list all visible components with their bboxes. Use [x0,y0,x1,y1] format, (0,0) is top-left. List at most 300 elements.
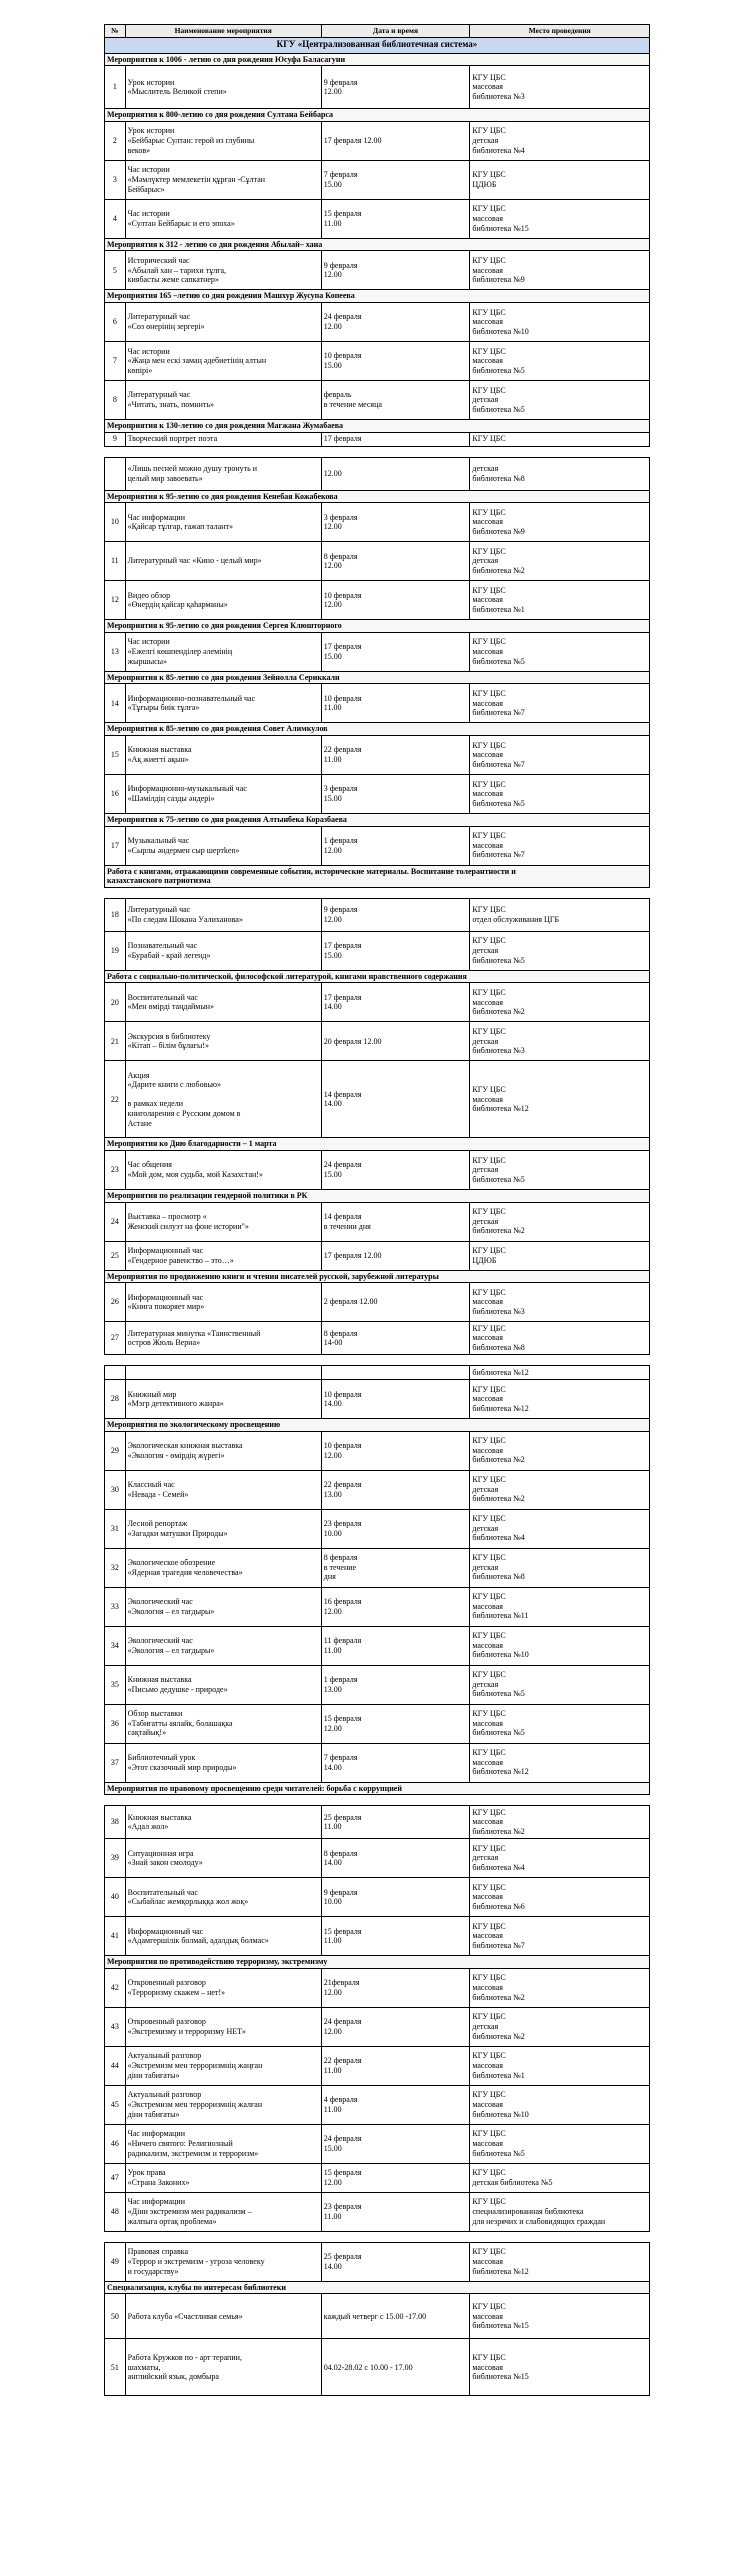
row-number: 46 [105,2124,126,2163]
gap-cell [105,446,650,457]
event-name: Книжный мир «Мэгр детективного жанра» [125,1380,321,1419]
event-place: КГУ ЦБС массовая библиотека №9 [470,251,650,290]
event-name: Работа клуба «Счастливая семья» [125,2294,321,2339]
event-name: Исторический час «Абылай хан – тарихи тұлға, киябасты жеме сапкатнер» [125,251,321,290]
event-date: 17 февраля 12.00 [321,121,470,160]
event-place: КГУ ЦБС массовая библиотека №6 [470,1878,650,1917]
event-name: Ситуационная игра «Знай закон смолоду» [125,1839,321,1878]
event-name: Откровенный разговор «Экстремизму и терроризму НЕТ» [125,2007,321,2046]
event-place: КГУ ЦБС детская библиотека №4 [470,1839,650,1878]
section-row [105,53,650,66]
event-place: КГУ ЦБС массовая библиотека №7 [470,1917,650,1956]
section-row [105,813,650,826]
page-break-gap [105,1795,650,1806]
event-place: КГУ ЦБС массовая библиотека №15 [470,2339,650,2396]
event-place: КГУ ЦБС массовая библиотека №7 [470,684,650,723]
row-number: 2 [105,121,126,160]
event-place: КГУ ЦБС массовая библиотека №5 [470,632,650,671]
section-title: Мероприятия к 800-летию со дня рождения Султана Бейбарса [105,109,650,122]
event-name: Урок истории «Мыслитель Великой степи» [125,66,321,109]
event-name: Книжная выставка «Ақ жиегті ақын» [125,735,321,774]
table-row [105,1241,650,1270]
table-row [105,199,650,238]
section-row [105,1956,650,1969]
event-place: КГУ ЦБС массовая библиотека №1 [470,581,650,620]
event-place: КГУ ЦБС массовая библиотека №1 [470,2046,650,2085]
event-place: КГУ ЦБС массовая библиотека №12 [470,1743,650,1782]
event-date: 24 февраля 15.00 [321,1150,470,1189]
row-number: 11 [105,542,126,581]
event-place: КГУ ЦБС детская библиотека №5 [470,1665,650,1704]
row-number: 36 [105,1704,126,1743]
table-row [105,2085,650,2124]
table-row [105,1202,650,1241]
event-date: 15 февраля 12.00 [321,1704,470,1743]
row-number: 29 [105,1431,126,1470]
section-title: Мероприятия по противодействию терроризму, экстремизму [105,1956,650,1969]
row-number: 32 [105,1548,126,1587]
event-date: 22 февраля 11.00 [321,2046,470,2085]
event-name: Информационно-познавательный час «Тұғыры биік тұлға» [125,684,321,723]
event-date: 10 февраля 11.00 [321,684,470,723]
event-date: 3 февраля 12.00 [321,503,470,542]
event-date: 7 февраля 14.00 [321,1743,470,1782]
table-row [105,1022,650,1061]
event-name: Музыкальный час «Сырлы әндермен сыр шертken» [125,826,321,865]
event-date: 1 февраля 12.00 [321,826,470,865]
event-name: Информационно-музыкальный час «Шәмілдің сазды әндері» [125,774,321,813]
event-date: 9 февраля 12.00 [321,251,470,290]
table-row [105,581,650,620]
event-place: КГУ ЦБС ЦДЮБ [470,1241,650,1270]
event-date: 22 февраля 13.00 [321,1470,470,1509]
event-date: 9 февраля 12.00 [321,66,470,109]
gap-cell [105,887,650,898]
event-name: Лесной репортаж «Загадки матушки Природы» [125,1509,321,1548]
event-date: 8 февраля 14.00 [321,1839,470,1878]
event-place: КГУ ЦБС массовая библиотека №2 [470,1968,650,2007]
event-place: детская библиотека №8 [470,457,650,490]
section-title: Мероприятия по экологическому просвещению [105,1419,650,1432]
row-number: 5 [105,251,126,290]
row-number: 7 [105,341,126,380]
event-place: КГУ ЦБС специализированная библиотека для незрячих и слабовидящих граждан [470,2192,650,2231]
table-row [105,1587,650,1626]
row-number: 34 [105,1626,126,1665]
table-row [105,774,650,813]
table-row [105,1470,650,1509]
event-name: Библиотечный урок «Этот сказочный мир природы» [125,1743,321,1782]
section-row [105,2281,650,2294]
row-number: 31 [105,1509,126,1548]
row-number [105,457,126,490]
event-name: Час истории «Султан Бейбарыс и его эпоха» [125,199,321,238]
event-date [321,1366,470,1380]
table-row [105,931,650,970]
section-title: Мероприятия к 130-летию со дня рождения Магжана Жумабаева [105,419,650,432]
row-number: 22 [105,1061,126,1138]
event-name: Час общения «Мой дом, моя судьба, мой Казахстан!» [125,1150,321,1189]
event-place: КГУ ЦБС массовая библиотека №15 [470,2294,650,2339]
event-date: 15 февраля 11.00 [321,1917,470,1956]
table-row [105,1366,650,1380]
row-number: 39 [105,1839,126,1878]
event-date: 12.00 [321,457,470,490]
event-place: КГУ ЦБС детская библиотека №2 [470,1202,650,1241]
row-number: 40 [105,1878,126,1917]
event-date: 17 февраля [321,432,470,446]
row-number: 28 [105,1380,126,1419]
table-row [105,983,650,1022]
table-row [105,2294,650,2339]
table-row [105,1743,650,1782]
event-date: 8 февраля 14-00 [321,1322,470,1355]
section-row [105,1138,650,1151]
event-name: Час информации «Қайсар тұлғар, ғажап талант» [125,503,321,542]
row-number: 10 [105,503,126,542]
header-name: Наименование мероприятия [125,25,321,38]
row-number: 25 [105,1241,126,1270]
section-row [105,1419,650,1432]
row-number: 15 [105,735,126,774]
section-title: Мероприятия к 95-летию со дня рождения Кенебая Кожабекова [105,490,650,503]
event-date: 14 февраля 14.00 [321,1061,470,1138]
event-place: КГУ ЦБС детская библиотека №2 [470,2007,650,2046]
event-place: КГУ ЦБС массовая библиотека №2 [470,1806,650,1839]
table-row [105,380,650,419]
event-place: КГУ ЦБС массовая библиотека №2 [470,1431,650,1470]
row-number [105,1366,126,1380]
event-date: 8 февраля в течение дня [321,1548,470,1587]
table-row [105,1061,650,1138]
row-number: 20 [105,983,126,1022]
section-row [105,490,650,503]
event-place: КГУ ЦБС детская библиотека №5 [470,380,650,419]
row-number: 47 [105,2163,126,2192]
event-date: каждый четверг с 15.00 -17.00 [321,2294,470,2339]
event-name: Урок права «Страна Законих» [125,2163,321,2192]
table-row [105,684,650,723]
section-title: Специализация, клубы по интересам библиотеки [105,2281,650,2294]
table-row [105,503,650,542]
row-number: 14 [105,684,126,723]
table-row [105,2007,650,2046]
section-title: Мероприятия к 85-летию со дня рождения Зейнолла Сериккали [105,671,650,684]
section-row [105,419,650,432]
table-row [105,542,650,581]
row-number: 45 [105,2085,126,2124]
event-place: КГУ ЦБС детская библиотека №2 [470,542,650,581]
table-row [105,2339,650,2396]
event-date: 14 февраля в течении дня [321,1202,470,1241]
row-number: 23 [105,1150,126,1189]
event-date: 17 февраля 12.00 [321,1241,470,1270]
event-name: Литературный час «Читать, знать, помнить» [125,380,321,419]
table-row [105,66,650,109]
event-name: Выставка – просмотр « Женский силуэт на фоне истории"» [125,1202,321,1241]
event-place: КГУ ЦБС детская библиотека №2 [470,1470,650,1509]
event-date: 20 февраля 12.00 [321,1022,470,1061]
section-row [105,1189,650,1202]
row-number: 38 [105,1806,126,1839]
event-place: КГУ ЦБС массовая библиотека №12 [470,2242,650,2281]
table-row [105,826,650,865]
event-name [125,1366,321,1380]
event-name: Видео обзор «Өнердің қайсар қаһарманы» [125,581,321,620]
page-break-gap [105,887,650,898]
event-place: библиотека №12 [470,1366,650,1380]
event-place: КГУ ЦБС детская библиотека №4 [470,121,650,160]
table-row [105,1917,650,1956]
gap-cell [105,1355,650,1366]
section-row [105,671,650,684]
event-place: КГУ ЦБС массовая библиотека №8 [470,1322,650,1355]
event-place: КГУ ЦБС массовая библиотека №10 [470,2085,650,2124]
event-plan-document [104,24,650,2396]
event-date: 25 февраля 14.00 [321,2242,470,2281]
row-number: 24 [105,1202,126,1241]
row-number: 27 [105,1322,126,1355]
event-place: КГУ ЦБС [470,432,650,446]
event-date: 7 февраля 15.00 [321,160,470,199]
event-place: КГУ ЦБС детская библиотека №5 [470,931,650,970]
page-break-gap [105,446,650,457]
section-row [105,238,650,251]
header-place: Место проведения [470,25,650,38]
page-break-gap [105,1355,650,1366]
event-place: КГУ ЦБС детская библиотека №5 [470,2163,650,2192]
section-row [105,1270,650,1283]
event-name: Литературный час «Сөз өнерінің зергері» [125,302,321,341]
row-number: 9 [105,432,126,446]
event-date: 21февраля 12.00 [321,1968,470,2007]
event-place: КГУ ЦБС детская библиотека №8 [470,1548,650,1587]
event-name: Час истории «Мәмлүктер мемлекетін құрған -Сұлтан Бейбарыс» [125,160,321,199]
event-name: Откровенный разговор «Терроризму скажем – нет!» [125,1968,321,2007]
row-number: 17 [105,826,126,865]
event-name: Актуальный разговор «Экстремизм мен терроризмнің жалған діни табиғаты» [125,2085,321,2124]
event-date: 25 февраля 11.00 [321,1806,470,1839]
row-number: 50 [105,2294,126,2339]
row-number: 37 [105,1743,126,1782]
table-header-row [105,25,650,38]
table-row [105,2163,650,2192]
event-name: Книжная выставка «Письмо дедушке - природе» [125,1665,321,1704]
section-row [105,723,650,736]
event-place: КГУ ЦБС массовая библиотека №5 [470,774,650,813]
row-number: 44 [105,2046,126,2085]
event-name: Экологическое обозрение «Ядерная трагедия человечества» [125,1548,321,1587]
header-date: Дата и время [321,25,470,38]
event-name: Книжная выставка «Адал жол» [125,1806,321,1839]
event-date: 24 февраля 12.00 [321,2007,470,2046]
event-place: КГУ ЦБС массовая библиотека №5 [470,1704,650,1743]
event-date: 15 февраля 12.00 [321,2163,470,2192]
event-place: КГУ ЦБС массовая библиотека №10 [470,1626,650,1665]
event-date: 23 февраля 10.00 [321,1509,470,1548]
event-place: КГУ ЦБС массовая библиотека №10 [470,302,650,341]
event-date: 3 февраля 15.00 [321,774,470,813]
row-number: 30 [105,1470,126,1509]
table-row [105,1548,650,1587]
row-number: 35 [105,1665,126,1704]
table-row [105,1839,650,1878]
event-name: Воспитательный час «Мен өмірді таңдаймын» [125,983,321,1022]
row-number: 33 [105,1587,126,1626]
event-place: КГУ ЦБС массовая библиотека №3 [470,1283,650,1322]
event-date: 17 февраля 14.00 [321,983,470,1022]
event-name: Литературная минутка «Таинственный остров Жюль Верна» [125,1322,321,1355]
table-row [105,160,650,199]
table-row [105,735,650,774]
table-row [105,457,650,490]
section-row [105,1782,650,1795]
event-place: КГУ ЦБС массовая библиотека №12 [470,1061,650,1138]
event-name: Литературный час «По следам Шокана Уалиханова» [125,898,321,931]
row-number: 42 [105,1968,126,2007]
event-name: Воспитательный час «Сыбайлас жемқорлыққа жол жоқ» [125,1878,321,1917]
event-name: Экологический час «Экология – ел тағдыры» [125,1626,321,1665]
event-place: КГУ ЦБС ЦДЮБ [470,160,650,199]
row-number: 51 [105,2339,126,2396]
table-row [105,2046,650,2085]
event-place: КГУ ЦБС отдел обслуживания ЦГБ [470,898,650,931]
table-row [105,1806,650,1839]
row-number: 3 [105,160,126,199]
row-number: 48 [105,2192,126,2231]
table-row [105,1968,650,2007]
event-date: 2 февраля 12.00 [321,1283,470,1322]
gap-cell [105,1795,650,1806]
section-title: Мероприятия к 312 - летию со дня рождения Абылай– хана [105,238,650,251]
event-name: Познавательный час «Бурабай - край легенд» [125,931,321,970]
event-date: 15 февраля 11.00 [321,199,470,238]
table-row [105,1431,650,1470]
section-row [105,290,650,303]
row-number: 19 [105,931,126,970]
table-row [105,1380,650,1419]
table-row [105,1626,650,1665]
event-date: 1 февраля 13.00 [321,1665,470,1704]
row-number: 8 [105,380,126,419]
event-place: КГУ ЦБС массовая библиотека №2 [470,983,650,1022]
table-row [105,2124,650,2163]
event-name: Актуальный разговор «Экстремизм мен терроризмнің жаңған діни табиғаты» [125,2046,321,2085]
section-title: Мероприятия по правовому просвещению среди читателей: борьба с коррупцией [105,1782,650,1795]
table-row [105,898,650,931]
event-date: 17 февраля 15.00 [321,632,470,671]
event-place: КГУ ЦБС массовая библиотека №7 [470,826,650,865]
organization-title: КГУ «Централизованная библиотечная система» [105,37,650,53]
table-body [105,37,650,2396]
table-row [105,1150,650,1189]
event-name: Час истории «Жаңа мен ескі замаң әдебиетінің алтын көпірі» [125,341,321,380]
table-row [105,1509,650,1548]
section-title: Работа с социально-политической, философской литературой, книгами нравственного содержания [105,970,650,983]
event-name: Урок истории «Бейбарыс Султан: герой из глубины веков» [125,121,321,160]
event-name: Экологический час «Экология – ел тағдыры» [125,1587,321,1626]
table-row [105,251,650,290]
event-name: Работа Кружков по - арт терапии, шахматы, английский язык, домбыра [125,2339,321,2396]
row-number: 49 [105,2242,126,2281]
row-number: 1 [105,66,126,109]
event-name: Информационный час «Адамгершілік болмай, адалдық болмас» [125,1917,321,1956]
event-date: 9 февраля 10.00 [321,1878,470,1917]
table-row [105,1283,650,1322]
event-name: Классный час «Невада - Семей» [125,1470,321,1509]
table-row [105,121,650,160]
section-title: Мероприятия по реализации гендерной политики в РК [105,1189,650,1202]
section-row [105,109,650,122]
events-table [104,24,650,2396]
event-date: 10 февраля 14.00 [321,1380,470,1419]
event-name: Творческий портрет поэта [125,432,321,446]
section-title: Мероприятия к 75-летию со дня рождения Алтынбека Коразбаева [105,813,650,826]
row-number: 18 [105,898,126,931]
event-name: Час истории «Ежелгі көшпенділер әлемінің жыршысы» [125,632,321,671]
row-number: 26 [105,1283,126,1322]
event-name: Информационный час «Гендерное равенство – это…» [125,1241,321,1270]
event-place: КГУ ЦБС детская библиотека №3 [470,1022,650,1061]
event-name: Экскурсия в библиотеку «Кітап – білім бұлағы!» [125,1022,321,1061]
row-number: 41 [105,1917,126,1956]
event-date: 11 февраля 11.00 [321,1626,470,1665]
event-date: 24 февраля 15.00 [321,2124,470,2163]
event-date: 24 февраля 12.00 [321,302,470,341]
table-row [105,1704,650,1743]
event-place: КГУ ЦБС массовая библиотека №3 [470,66,650,109]
section-row [105,620,650,633]
gap-cell [105,2231,650,2242]
event-place: КГУ ЦБС массовая библиотека №5 [470,341,650,380]
organization-row [105,37,650,53]
event-place: КГУ ЦБС массовая библиотека №11 [470,1587,650,1626]
event-date: 23 февраля 11.00 [321,2192,470,2231]
table-row [105,432,650,446]
row-number: 4 [105,199,126,238]
event-date: 10 февраля 12.00 [321,581,470,620]
event-date: 22 февраля 11.00 [321,735,470,774]
event-name: Информационный час «Книга покоряет мир» [125,1283,321,1322]
header-num: № [105,25,126,38]
row-number: 43 [105,2007,126,2046]
section-title: Мероприятия по продвижению книги и чтения писателей русской, зарубежной литературы [105,1270,650,1283]
event-name: Литературный час «Кино - целый мир» [125,542,321,581]
event-date: 8 февраля 12.00 [321,542,470,581]
event-place: КГУ ЦБС детская библиотека №5 [470,1150,650,1189]
event-name: «Лишь песней можно душу тронуть и целый мир завоевать» [125,457,321,490]
section-title: Работа с книгами, отражающими современные события, исторические материалы. Воспитание толерантности и казахстанского патриотизма [105,865,650,887]
event-place: КГУ ЦБС массовая библиотека №5 [470,2124,650,2163]
event-name: Час информации «Ничего святого: Религиозный радикализм, экстремизм и терроризм» [125,2124,321,2163]
event-name: Обзор выставки «Табиғатты аялайк, болашақка сақтайық!» [125,1704,321,1743]
row-number: 12 [105,581,126,620]
section-row [105,865,650,887]
row-number: 16 [105,774,126,813]
table-row [105,2242,650,2281]
table-row [105,1665,650,1704]
page-break-gap [105,2231,650,2242]
event-date: 17 февраля 15.00 [321,931,470,970]
section-title: Мероприятия 165 –летию со дня рождения Машхур Жусупа Копеева [105,290,650,303]
event-date: 04.02-28.02 с 10.00 - 17.00 [321,2339,470,2396]
event-date: 10 февраля 12.00 [321,1431,470,1470]
table-row [105,341,650,380]
section-title: Мероприятия ко Дню благодарности – 1 марта [105,1138,650,1151]
event-name: Правовая справка «Террор и экстремизм - угроза человеку и государству» [125,2242,321,2281]
event-name: Акция «Дарите книги с любовью» в рамках недели книголарения с Русским домом в Астане [125,1061,321,1138]
event-date: 16 февраля 12.00 [321,1587,470,1626]
